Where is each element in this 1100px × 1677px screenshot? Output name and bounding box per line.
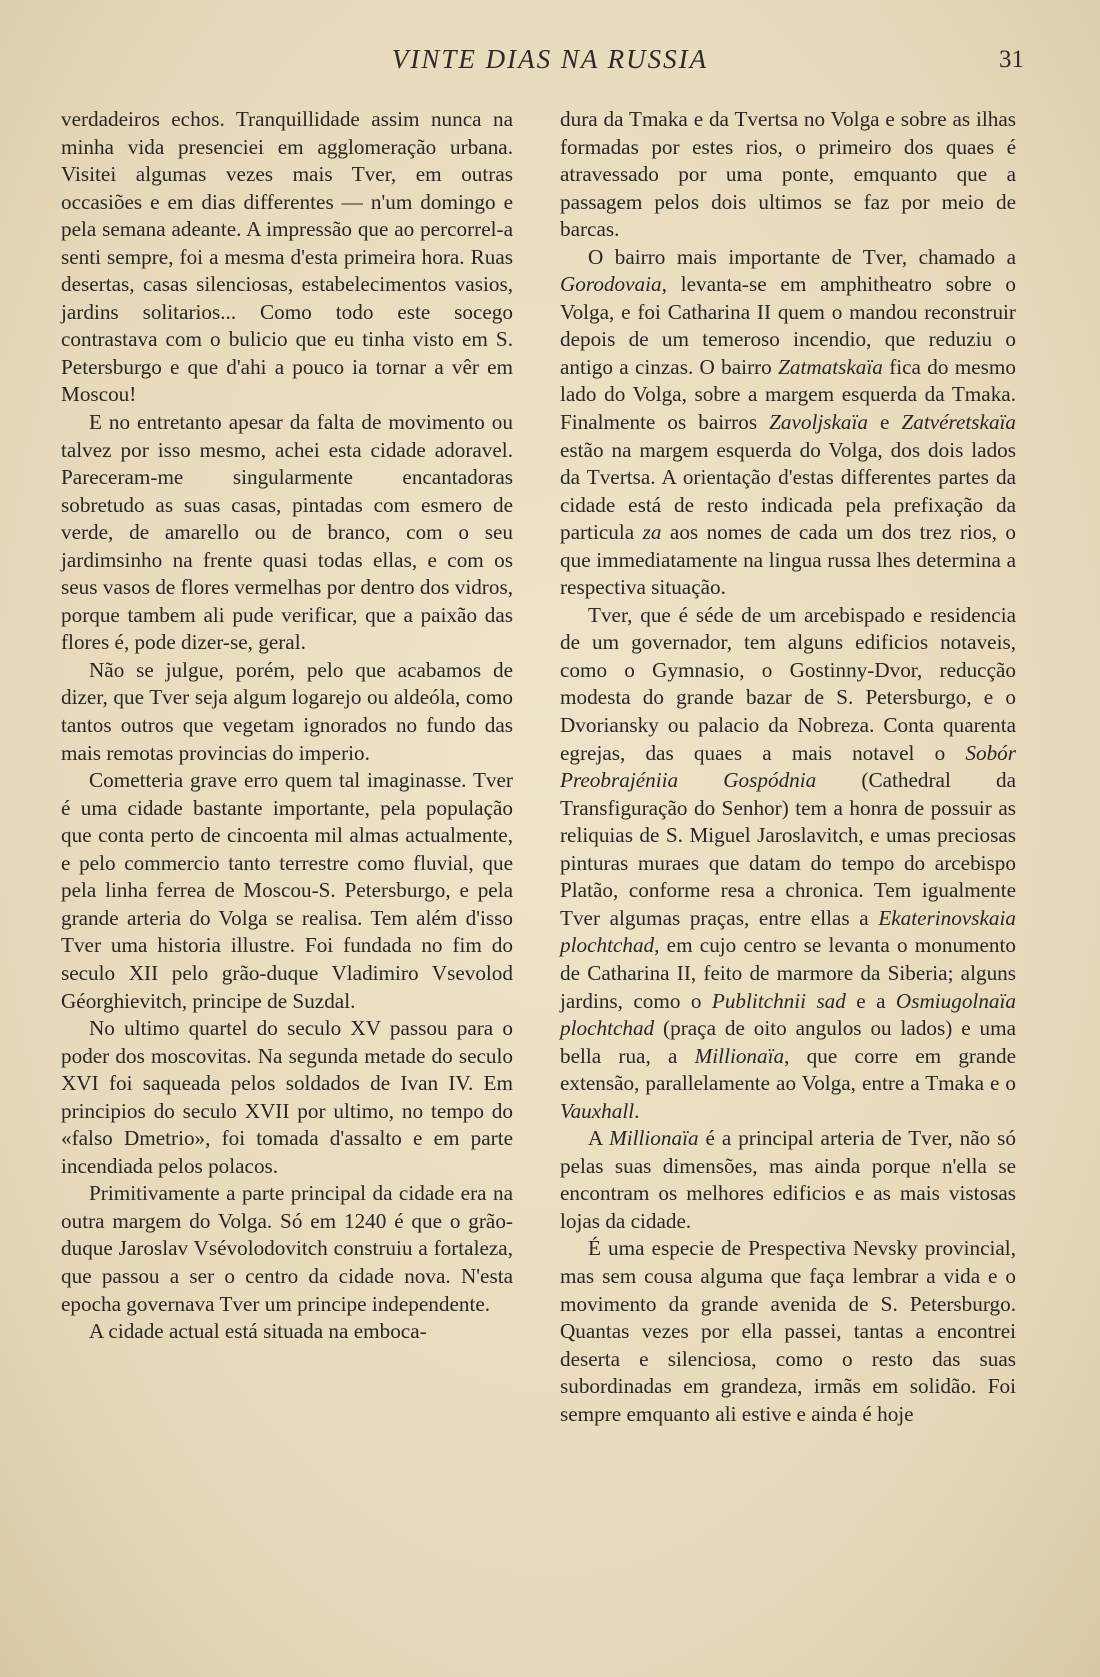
district-name: Zatvéretskaïa (901, 410, 1017, 435)
cathedral-name: Sobór Preobrajéniia Gospódnia (560, 740, 1016, 793)
paragraph: A cidade actual está situada na emboca- (89, 1319, 427, 1344)
place-name: Vauxhall (560, 1098, 635, 1123)
paragraph: Primitivamente a parte principal da cidade era na outra margem do Volga. Só em 1240 é que o grão-duque Jaroslav Vsévolodovitch construiu a fortaleza, que passou a ser o centro da cidade nova. N'esta epocha governava Tver um principe independente. (61, 1181, 513, 1316)
page-number: 31 (999, 46, 1024, 73)
paragraph: dura da Tmaka e da Tvertsa no Volga e sobre as ilhas formadas por estes rios, o primeiro dos quaes é atravessado por uma ponte, emquanto que a passagem pelos dois ultimos se faz por meio de barcas. (560, 107, 1016, 242)
district-name: Zatmatskaïa (778, 354, 883, 379)
garden-name: Publitchnii sad (711, 988, 846, 1013)
paragraph: A Millionaïa é a principal arteria de Tver, não só pelas suas dimensões, mas ainda porque n'ella se encontram os melhores edificios e as mais vistosas lojas da cidade. (560, 1126, 1016, 1233)
paragraph: Tver, que é séde de um arcebispado e residencia de um governador, tem alguns edificios notaveis, como o Gymnasio, o Gostinny-Dvor, reducção modesta do grande bazar de S. Petersburgo, e o Dvoriansky ou palacio da Nobreza. Conta quarenta egrejas, das quaes a mais notavel o Sobór Preobrajéniia Gospódnia (Cathedral da Transfiguração do Senhor) tem a honra de possuir as reliquias de S. Miguel Jaroslavitch, e umas preciosas pinturas muraes que datam do tempo do arcebispo Platão, conforme resa a chronica. Tem igualmente Tver algumas praças, entre ellas a Ekaterinovskaia plochtchad, em cujo centro se levanta o monumento de Catharina II, feito de marmore da Siberia; alguns jardins, como o Publitchnii sad e a Osmiugolnaïa plochtchad (praça de oito angulos ou lados) e uma bella rua, a Millionaïa, que corre em grande extensão, parallelamente ao Volga, entre a Tmaka e o Vauxhall. (560, 602, 1016, 1123)
running-title: VINTE DIAS NA RUSSIA (391, 44, 709, 74)
paragraph: verdadeiros echos. Tranquillidade assim nunca na minha vida presenciei em agglomeração urbana. Visitei algumas vezes mais Tver, em outras occasiões e em dias differentes — n'um domingo e pela semana adeante. A impressão que ao percorrel-a senti sempre, foi a mesma d'esta primeira hora. Ruas desertas, casas silenciosas, estabelecimentos vasios, jardins solitarios... Como todo este socego contrastava com o bulicio que eu tinha visto em S. Petersburgo e que d'ahi a pouco ia tornar a vêr em Moscou! (61, 107, 513, 407)
paragraph: Não se julgue, porém, pelo que acabamos de dizer, que Tver seja algum logarejo ou aldeóla, como tantos outros que vegetam ignorados no fundo das mais remotas provincias do imperio. (61, 657, 513, 765)
street-name: Millionaïa (694, 1043, 785, 1068)
paragraph: Cometteria grave erro quem tal imaginasse. Tver é uma cidade bastante importante, pela população que conta perto de cincoenta mil almas actualmente, e pelo commercio tanto terrestre como fluvial, que pela linha ferrea de Moscou-S. Petersburgo, e pela grande arteria do Volga se realisa. Tem além d'isso Tver uma historia illustre. Foi fundada no fim do seculo XII pelo grão-duque Vladimiro Vsevolod Géorghievitch, principe de Suzdal. (61, 768, 513, 1013)
district-name: Gorodovaia (560, 272, 662, 297)
street-name: Millionaïa (609, 1126, 699, 1151)
page-header (60, 44, 1040, 84)
particle: za (642, 520, 662, 545)
paragraph: O bairro mais importante de Tver, chamado a Gorodovaia, levanta-se em amphitheatro sobre o Volga, e foi Catharina II quem o mandou reconstruir depois de um temeroso incendio, que reduziu o antigo a cinzas. O bairro Zatmatskaïa fica do mesmo lado do Volga, sobre a margem esquerda da Tmaka. Finalmente os bairros Zavoljskaïa e Zatvéretskaïa estão na margem esquerda do Volga, dos dois lados da Tvertsa. A orientação d'estas differentes partes da cidade está de resto indicada pela prefixação da particula za aos nomes de cada um dos trez rios, o que immediatamente na lingua russa lhes determina a respectiva situação. (560, 244, 1017, 600)
right-column (560, 106, 1016, 1428)
paragraph: É uma especie de Prespectiva Nevsky provincial, mas sem cousa alguma que faça lembrar a vida e o movimento da grande avenida de S. Petersburgo. Quantas vezes por ella passei, tantas a encontrei deserta e silenciosa, como o resto das suas subordinadas em grandeza, irmãs em solidão. Foi sempre emquanto ali estive e ainda é hoje (560, 1236, 1016, 1426)
paragraph: E no entretanto apesar da falta de movimento ou talvez por isso mesmo, achei esta cidade adoravel. Pareceram-me singularmente encantadoras sobretudo as suas casas, pintadas com esmero de verde, de amarello ou de branco, com o seu jardimsinho na frente quasi todas ellas, e com os seus vasos de flores vermelhas por dentro dos vidros, porque tambem ali pude verificar, que a paixão das flores é, pode dizer-se, geral. (61, 410, 513, 655)
left-column (61, 106, 513, 1346)
square-name: Ekaterinovskaia plochtchad (560, 905, 1016, 958)
paragraph: No ultimo quartel do seculo XV passou para o poder dos moscovitas. Na segunda metade do seculo XVI foi saqueada pelos soldados de Ivan IV. Em principios do seculo XVII por ultimo, no tempo do «falso Dmetrio», foi tomada d'assalto e em parte incendiada pelos polacos. (61, 1016, 513, 1178)
district-name: Zavoljskaïa (769, 410, 868, 435)
square-name: Osmiugolnaïa plochtchad (560, 988, 1016, 1041)
